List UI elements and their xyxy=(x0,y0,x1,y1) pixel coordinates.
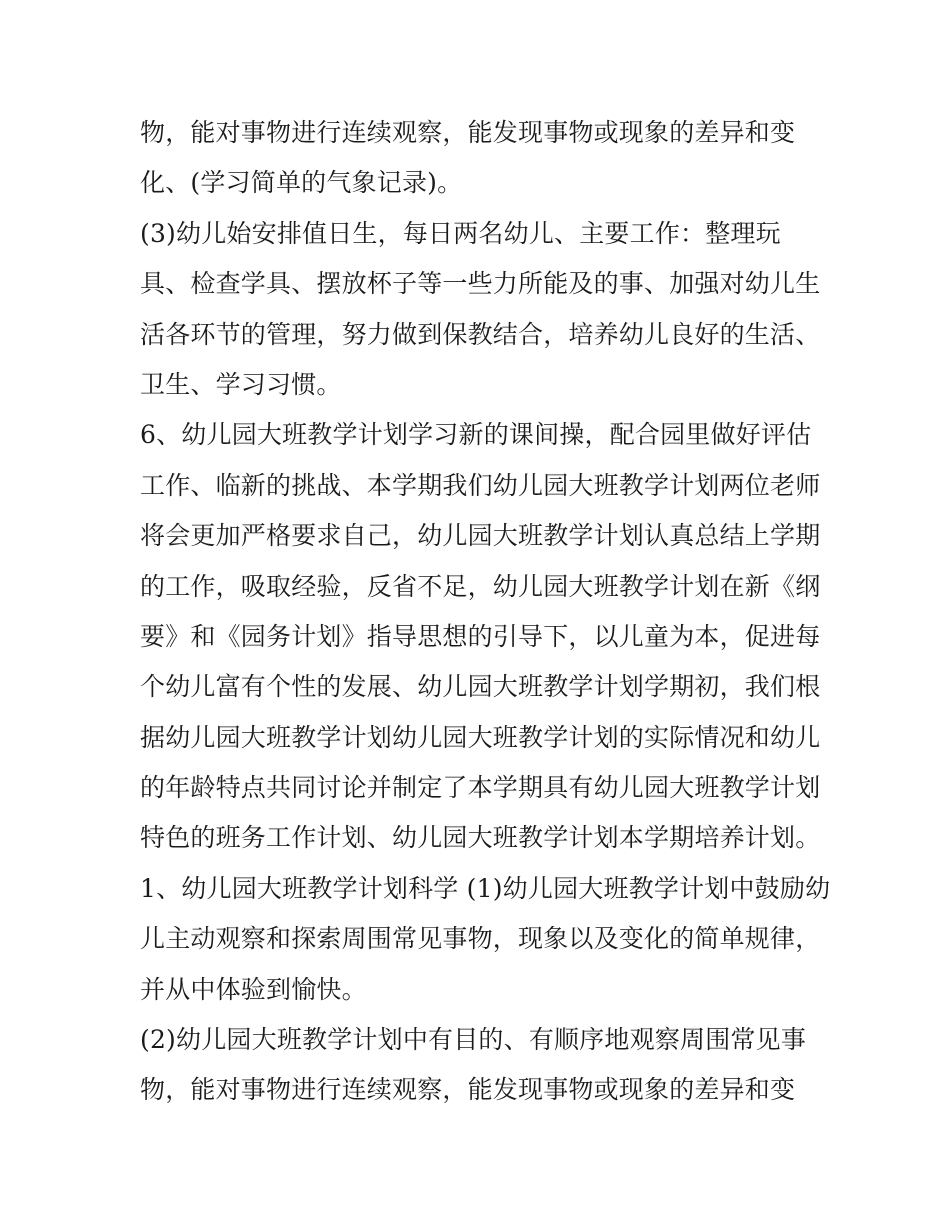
text-line: 特色的班务工作计划、幼儿园大班教学计划本学期培养计划。 xyxy=(140,823,821,853)
text-line: 物，能对事物进行连续观察，能发现事物或现象的差异和变 xyxy=(140,118,796,147)
text-line: 的年龄特点共同讨论并制定了本学期具有幼儿园大班教学计划 xyxy=(140,773,821,803)
text-line: 具、检查学具、摆放杯子等一些力所能及的事、加强对幼儿生 xyxy=(140,269,821,299)
text-line: 卫生、学习习惯。 xyxy=(140,369,342,399)
text-line: 物，能对事物进行连续观察，能发现事物或现象的差异和变 xyxy=(140,1075,796,1105)
text-line: 将会更加严格要求自己，幼儿园大班教学计划认真总结上学期 xyxy=(140,521,821,551)
text-line: (2)幼儿园大班教学计划中有目的、有顺序地观察周围常见事 xyxy=(140,1025,807,1055)
text-line: (3)幼儿始安排值日生，每日两名幼儿、主要工作：整理玩 xyxy=(140,218,781,248)
text-line: 个幼儿富有个性的发展、幼儿园大班教学计划学期初，我们根 xyxy=(140,672,821,702)
text-line: 1、幼儿园大班教学计划科学 (1)幼儿园大班教学计划中鼓励幼 xyxy=(140,873,831,903)
text-line: 工作、临新的挑战、本学期我们幼儿园大班教学计划两位老师 xyxy=(140,470,821,500)
text-line: 儿主动观察和探索周围常见事物，现象以及变化的简单规律， xyxy=(140,924,821,954)
text-line: 的工作，吸取经验，反省不足，幼儿园大班教学计划在新《纲 xyxy=(140,571,821,601)
text-line: 6、幼儿园大班教学计划学习新的课间操，配合园里做好评估 xyxy=(140,420,812,450)
text-line: 活各环节的管理，努力做到保教结合，培养幼儿良好的生活、 xyxy=(140,319,821,349)
text-line: 要》和《园务计划》指导思想的引导下，以儿童为本，促进每 xyxy=(140,621,821,651)
text-line: 并从中体验到愉快。 xyxy=(140,974,367,1004)
body-text xyxy=(140,108,830,1116)
text-line: 化、(学习简单的气象记录)。 xyxy=(140,168,463,198)
text-line: 据幼儿园大班教学计划幼儿园大班教学计划的实际情况和幼儿 xyxy=(140,722,821,752)
